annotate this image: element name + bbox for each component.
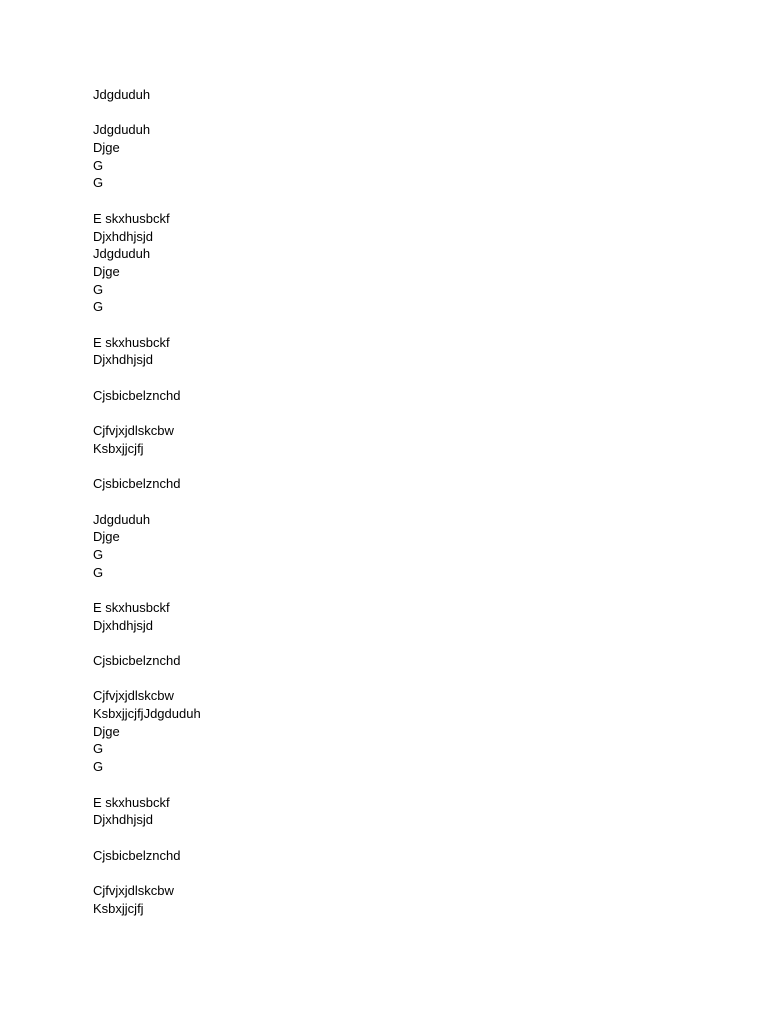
text-line: Cjsbicbelznchd bbox=[93, 847, 181, 863]
text-line: Djxhdhjsjd bbox=[93, 812, 153, 828]
text-line: G bbox=[93, 157, 104, 173]
blank-line bbox=[93, 104, 693, 122]
blank-line bbox=[93, 634, 693, 652]
text-line: Ksbxjjcjfj bbox=[93, 900, 144, 916]
text-line: G bbox=[93, 741, 104, 757]
blank-line bbox=[93, 457, 693, 475]
text-line: Jdgduduh bbox=[93, 122, 151, 138]
text-line: G bbox=[93, 759, 104, 775]
text-line: KsbxjjcjfjJdgduduh bbox=[93, 706, 201, 722]
text-line: Jdgduduh bbox=[93, 246, 151, 262]
blank-line bbox=[93, 316, 693, 334]
blank-line bbox=[93, 404, 693, 422]
blank-line bbox=[93, 192, 693, 210]
text-line: G bbox=[93, 546, 104, 562]
text-line: Djge bbox=[93, 263, 120, 279]
text-line: E skxhusbckf bbox=[93, 599, 170, 615]
text-line: Cjfvjxjdlskcbw bbox=[93, 688, 174, 704]
text-line: G bbox=[93, 564, 104, 580]
text-line: Cjsbicbelznchd bbox=[93, 653, 181, 668]
text-line: Cjsbicbelznchd bbox=[93, 476, 181, 492]
text-line: Djge bbox=[93, 529, 120, 545]
text-line: Cjfvjxjdlskcbw bbox=[93, 423, 174, 439]
blank-line bbox=[93, 776, 693, 794]
text-line: Djge bbox=[93, 140, 120, 156]
blank-line bbox=[93, 493, 693, 511]
text-line: E skxhusbckf bbox=[93, 794, 170, 810]
text-line: Cjsbicbelznchd bbox=[93, 387, 181, 403]
text-line: Jdgduduh bbox=[93, 87, 151, 102]
blank-line bbox=[93, 581, 693, 599]
text-line: E skxhusbckf bbox=[93, 334, 170, 350]
text-line: Djxhdhjsjd bbox=[93, 617, 153, 633]
text-line: E skxhusbckf bbox=[93, 210, 170, 226]
text-line: G bbox=[93, 175, 104, 191]
text-line: G bbox=[93, 299, 104, 315]
text-line: Djxhdhjsjd bbox=[93, 352, 153, 368]
blank-line bbox=[93, 369, 693, 387]
text-line: Jdgduduh bbox=[93, 511, 151, 527]
blank-line bbox=[93, 670, 693, 688]
text-line: Ksbxjjcjfj bbox=[93, 440, 144, 456]
blank-line bbox=[93, 864, 693, 882]
blank-line bbox=[93, 829, 693, 847]
text-line: Djxhdhjsjd bbox=[93, 228, 153, 244]
text-line: Cjfvjxjdlskcbw bbox=[93, 882, 174, 898]
text-line: G bbox=[93, 281, 104, 297]
text-line: Djge bbox=[93, 723, 120, 739]
document-body bbox=[93, 86, 693, 917]
